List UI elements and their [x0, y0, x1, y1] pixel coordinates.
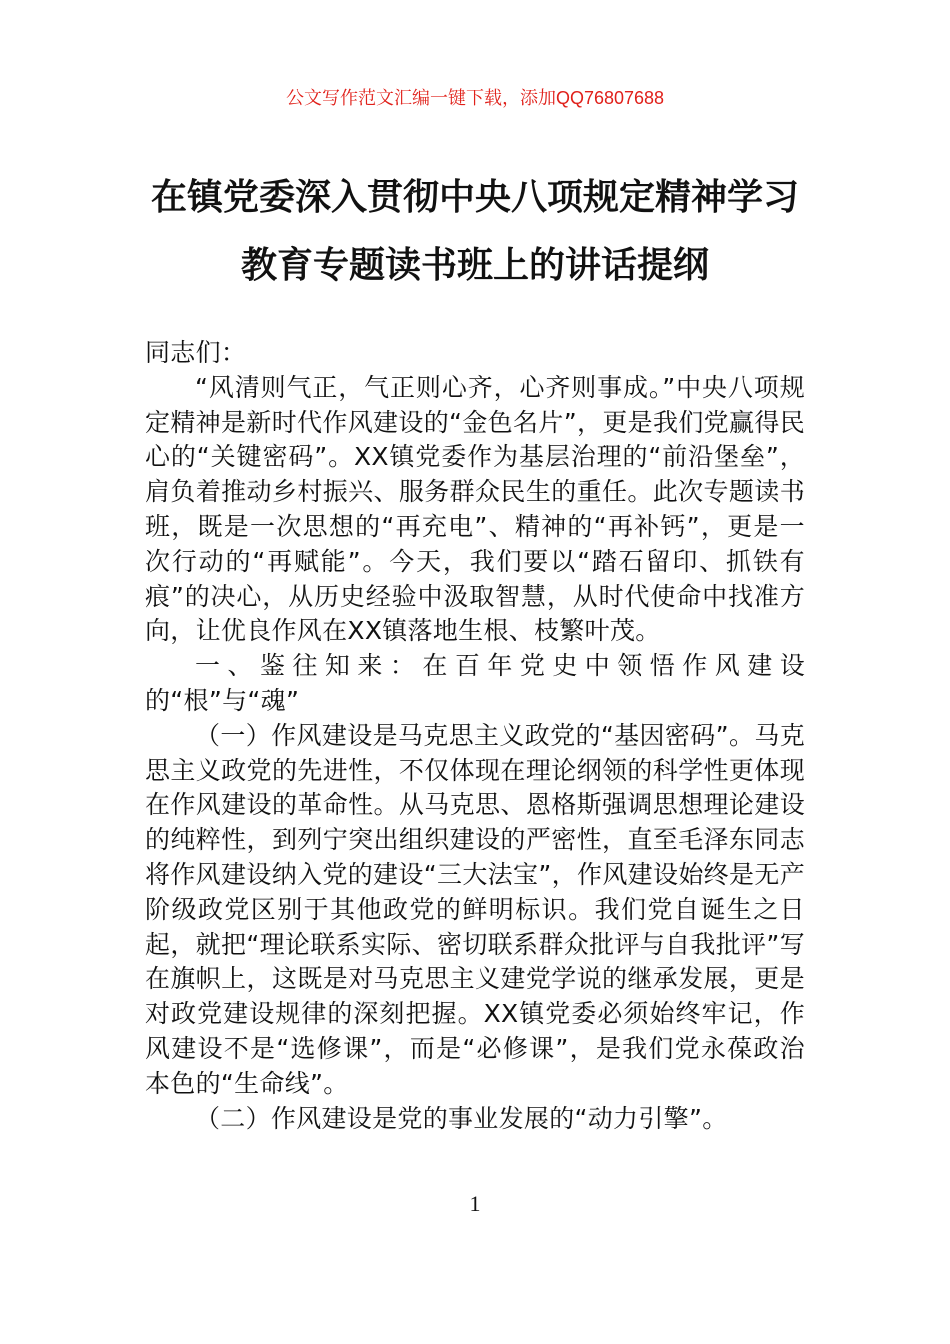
- document-title-line-2: 教育专题读书班上的讲话提纲: [240, 245, 709, 286]
- page-number: 1: [469, 1191, 481, 1216]
- salutation: 同志们：: [145, 338, 247, 367]
- document-title-line-1: 在镇党委深入贯彻中央八项规定精神学习: [150, 177, 799, 218]
- section-heading-1: 一、鉴往知来：在百年党史中领悟作风建设的“根”与“魂”: [145, 651, 805, 715]
- body-paragraph-1: （一）作风建设是马克思主义政党的“基因密码”。马克思主义政党的先进性，不仅体现在理论纲领的科学性更体现在作风建设的革命性。从马克思、恩格斯强调思想理论建设的纯粹性，到列宁突出组织建设的严密性，直至毛泽东同志将作风建设纳入党的建设“三大法宝”，作风建设始终是无产阶级政党区别于其他政党的鲜明标识。我们党自诞生之日起，就把“理论联系实际、密切联系群众批评与自我批评”写在旗帜上，这既是对马克思主义建党学说的继承发展，更是对政党建设规律的深刻把握。XX镇党委必须始终牢记，作风建设不是“选修课”，而是“必修课”，是我们党永葆政治本色的“生命线”。: [145, 720, 805, 1098]
- header-download-note: 公文写作范文汇编一键下载，添加QQ76807688: [285, 88, 665, 108]
- body-paragraph-2: （二）作风建设是党的事业发展的“动力引擎”。: [195, 1103, 728, 1133]
- document-body: [145, 336, 805, 1136]
- body-paragraph-intro: “风清则气正，气正则心齐，心齐则事成。”中央八项规定精神是新时代作风建设的“金色名片”，更是我们党赢得民心的“关键密码”。XX镇党委作为基层治理的“前沿堡垒”，肩负着推动乡村振兴、服务群众民生的重任。此次专题读书班，既是一次思想的“再充电”、精神的“再补钙”，更是一次行动的“再赋能”。今天，我们要以“踏石留印、抓铁有痕”的决心，从历史经验中汲取智慧，从时代使命中找准方向，让优良作风在XX镇落地生根、枝繁叶茂。: [145, 372, 805, 646]
